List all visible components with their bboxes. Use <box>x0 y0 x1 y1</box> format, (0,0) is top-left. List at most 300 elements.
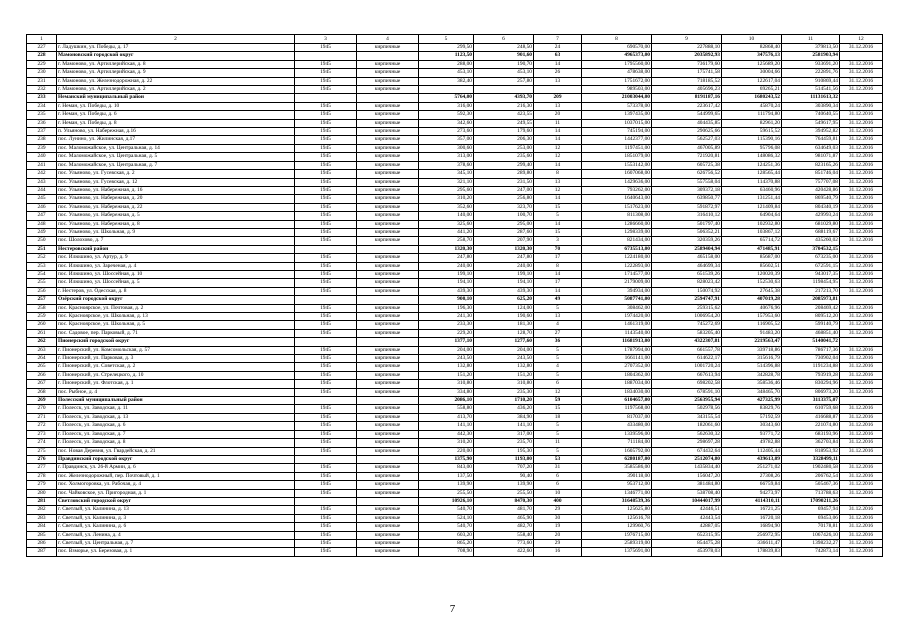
table-cell: 1710,20 <box>474 397 534 405</box>
table-cell: г. Нестеров, ул. Одесская, д. 8 <box>57 287 295 295</box>
table-cell: 1945 <box>295 254 357 262</box>
table-cell: 282 <box>27 506 57 514</box>
table-cell: г. Светлый, ул. Калинина, д. 6 <box>57 523 295 531</box>
table-row <box>27 380 883 388</box>
table-cell: 524,10 <box>419 514 474 522</box>
table-cell: 610759,68 <box>782 405 840 413</box>
table-cell: 103867,12 <box>722 228 782 236</box>
table-cell: 1945 <box>295 153 357 161</box>
table-cell: 1945 <box>295 380 357 388</box>
table-cell: 20 <box>534 531 582 539</box>
table-cell: 20 <box>534 111 582 119</box>
table-row <box>27 481 883 489</box>
table-cell: 290625,66 <box>652 128 722 136</box>
table-row <box>27 321 883 329</box>
table-cell: пос. Чайковское, ул. Пригородная, д. 1 <box>57 489 295 497</box>
table-cell: кирпичные <box>357 355 419 363</box>
table-cell: 4393,70 <box>474 94 534 102</box>
table-cell: 227888,10 <box>652 44 722 52</box>
table-cell: 1123,50 <box>419 52 474 60</box>
table-cell: 31.12.2016 <box>840 430 883 438</box>
table-cell: кирпичные <box>357 212 419 220</box>
table-cell: 1945 <box>295 329 357 337</box>
table-cell: кирпичные <box>357 44 419 52</box>
table-row <box>27 422 883 430</box>
table-cell: 773,60 <box>474 539 534 547</box>
table-cell: 29 <box>534 539 582 547</box>
table-cell: 151,20 <box>419 371 474 379</box>
table-row <box>27 447 883 455</box>
table-cell: 413,70 <box>419 413 474 421</box>
table-cell: 31.12.2016 <box>840 212 883 220</box>
table-cell: кирпичные <box>357 388 419 396</box>
table-cell: 247 <box>27 212 57 220</box>
table-cell: 221074,80 <box>782 422 840 430</box>
table-cell: 31.12.2016 <box>840 254 883 262</box>
table-cell: 255,50 <box>474 489 534 497</box>
table-cell: 1945 <box>295 388 357 396</box>
table-cell: 115390,16 <box>722 136 782 144</box>
table-cell: 243,50 <box>419 355 474 363</box>
column-number: 10 <box>722 35 782 44</box>
header-row <box>27 35 883 44</box>
table-cell: 688119,67 <box>782 228 840 236</box>
table-cell: г. Светлый, ул. Ленина, д. 4 <box>57 531 295 539</box>
table-cell: 1346771,00 <box>582 489 652 497</box>
table-cell: 429993,24 <box>782 212 840 220</box>
table-cell: 31.12.2016 <box>840 506 883 514</box>
table-cell: 258 <box>27 304 57 312</box>
table-cell: 24 <box>534 44 582 52</box>
table-row <box>27 212 883 220</box>
table-cell: 124251,36 <box>722 161 782 169</box>
table-row <box>27 170 883 178</box>
table-cell: 15 <box>534 228 582 236</box>
table-cell: 8 <box>534 262 582 270</box>
table-cell: 3328499,11 <box>782 455 840 463</box>
table-cell: 1198454,95 <box>782 279 840 287</box>
table-cell: Светловский городской округ <box>57 497 295 505</box>
table-cell: 2589319,00 <box>582 539 652 547</box>
table-cell <box>295 296 357 304</box>
table-cell: пос. Маломожайское, ул. Центральная, д. 5 <box>57 153 295 161</box>
column-number: 1 <box>27 35 57 44</box>
table-cell: пос. Ульяново, ул. Гусевская, д. 12 <box>57 178 295 186</box>
table-cell <box>357 397 419 405</box>
table-cell: 435260,02 <box>782 237 840 245</box>
table-cell: 1945 <box>295 422 357 430</box>
table-cell: 157953,60 <box>722 313 782 321</box>
table-cell: 31.12.2016 <box>840 119 883 127</box>
table-cell: 256 <box>27 287 57 295</box>
column-number: 9 <box>652 35 722 44</box>
table-cell: 182061,60 <box>652 422 722 430</box>
table-cell: 234 <box>27 102 57 110</box>
table-cell: 243,50 <box>474 355 534 363</box>
table-cell: г. Пионерский, ул. Стрелецкого, д. 10 <box>57 371 295 379</box>
table-cell: 5764,00 <box>419 94 474 102</box>
table-cell: 284 <box>27 523 57 531</box>
table-cell: 605725,38 <box>652 161 722 169</box>
table-cell: 100,70 <box>474 212 534 220</box>
table-row <box>27 548 883 556</box>
table-cell: кирпичные <box>357 60 419 68</box>
table-cell: 423,55 <box>474 111 534 119</box>
data-table <box>26 34 883 557</box>
table-cell: 320359,26 <box>652 237 722 245</box>
table-cell <box>840 94 883 102</box>
table-cell: 42443,54 <box>652 514 722 522</box>
table-cell: 1945 <box>295 413 357 421</box>
table-cell: пос. Илюшино, ул. Артур, д. 9 <box>57 254 295 262</box>
table-cell: 132,80 <box>419 363 474 371</box>
table-cell: 439,30 <box>419 287 474 295</box>
table-cell: 1945 <box>295 161 357 169</box>
table-cell: г. Пионерский, ул. Комсомольская, д. 57 <box>57 346 295 354</box>
table-cell <box>295 52 357 60</box>
table-cell: 59 <box>534 397 582 405</box>
table-cell: 93771,72 <box>722 430 782 438</box>
table-cell: 15 <box>534 405 582 413</box>
table-cell: 13 <box>534 313 582 321</box>
table-cell: 681029,80 <box>782 220 840 228</box>
table-cell: 11 <box>534 119 582 127</box>
table-cell: г. Пионерский, ул. Советская, д. 2 <box>57 363 295 371</box>
table-cell: 1461319,00 <box>582 321 652 329</box>
column-number: 6 <box>474 35 534 44</box>
table-cell: 253 <box>27 262 57 270</box>
table-cell: 116905,52 <box>722 321 782 329</box>
table-cell: 910869,44 <box>782 77 840 85</box>
table-cell: 1945 <box>295 77 357 85</box>
table-cell: 764459,81 <box>782 136 840 144</box>
table-cell: 15 <box>534 203 582 211</box>
table-cell: 49782,88 <box>722 439 782 447</box>
table-cell: 57192,59 <box>722 413 782 421</box>
table-row <box>27 195 883 203</box>
table-cell: 31.12.2016 <box>840 531 883 539</box>
table-cell: 240 <box>27 153 57 161</box>
table-row <box>27 287 883 295</box>
table-cell: кирпичные <box>357 186 419 194</box>
table-cell: 31.12.2016 <box>840 270 883 278</box>
table-cell: кирпичные <box>357 514 419 522</box>
table-cell: 243 <box>27 178 57 186</box>
table-cell: 16 <box>534 548 582 556</box>
table-cell: 233,30 <box>419 321 474 329</box>
table-cell: 1945 <box>295 69 357 77</box>
table-cell: 31.12.2016 <box>840 77 883 85</box>
table-cell: 31.12.2016 <box>840 170 883 178</box>
table-cell <box>840 338 883 346</box>
table-cell: 85602,51 <box>722 262 782 270</box>
table-row <box>27 136 883 144</box>
table-cell: 467005,89 <box>652 144 722 152</box>
table-cell: 453,10 <box>419 69 474 77</box>
column-number: 8 <box>582 35 652 44</box>
table-cell: 1037015,00 <box>582 119 652 127</box>
table-cell: 1945 <box>295 346 357 354</box>
table-cell: 4965373,00 <box>582 52 652 60</box>
table-cell: 114370,88 <box>722 178 782 186</box>
table-cell: 209 <box>534 94 582 102</box>
table-cell: г. Мамоново, ул. Артиллерийская, д. 2 <box>57 86 295 94</box>
table-cell: 2219563,47 <box>722 338 782 346</box>
table-cell: 124,00 <box>474 304 534 312</box>
table-row <box>27 405 883 413</box>
table-cell: 1398232,27 <box>782 539 840 547</box>
table-cell: 247,00 <box>474 186 534 194</box>
table-cell: 65714,72 <box>722 237 782 245</box>
table-cell: 3704532,15 <box>782 245 840 253</box>
table-cell: кирпичные <box>357 346 419 354</box>
table-row <box>27 413 883 421</box>
table-cell: 31.12.2016 <box>840 203 883 211</box>
table-cell: г. Неман, ул. Победы, д. 6 <box>57 111 295 119</box>
table-cell: 194,10 <box>419 279 474 287</box>
table-cell: 199,10 <box>474 270 534 278</box>
table-cell: 1945 <box>295 212 357 220</box>
table-cell: пос. Ульяново, ул. Набережная, д. 22 <box>57 203 295 211</box>
table-cell: 8470,30 <box>474 497 534 505</box>
table-cell: кирпичные <box>357 195 419 203</box>
table-cell: пос. Взморье, ул. Березовая, д. 1 <box>57 548 295 556</box>
table-cell: кирпичные <box>357 161 419 169</box>
table-cell: 362703,84 <box>782 439 840 447</box>
table-row <box>27 102 883 110</box>
table-row <box>27 111 883 119</box>
table-cell: 342,60 <box>419 119 474 127</box>
table-cell: 295,60 <box>419 186 474 194</box>
table-cell: 220,00 <box>419 447 474 455</box>
table-cell: 2035892,93 <box>652 52 722 60</box>
table-cell: 287 <box>27 548 57 556</box>
table-cell: 40676,96 <box>722 304 782 312</box>
table-cell: 804340,19 <box>782 203 840 211</box>
table-cell: 63460,96 <box>722 186 782 194</box>
table-cell: 514396,88 <box>722 363 782 371</box>
table-cell: 152530,63 <box>722 279 782 287</box>
table-cell: кирпичные <box>357 539 419 547</box>
table-cell: 1945 <box>295 60 357 68</box>
table-cell: 6735513,00 <box>582 245 652 253</box>
table-cell: 262 <box>27 338 57 346</box>
table-cell: 13 <box>534 178 582 186</box>
table-cell: 1834030,00 <box>582 388 652 396</box>
table-cell: 36 <box>534 338 582 346</box>
table-cell: 1442377,00 <box>582 136 652 144</box>
table-cell: 865,20 <box>419 539 474 547</box>
table-cell: г. Неман, ул. Победы, д. 8 <box>57 119 295 127</box>
table-cell: 295,00 <box>474 220 534 228</box>
table-cell <box>357 94 419 102</box>
table-cell: 441,20 <box>419 228 474 236</box>
table-cell: 256972,95 <box>722 531 782 539</box>
table-cell: 121409,84 <box>722 203 782 211</box>
table-cell: 31.12.2016 <box>840 279 883 287</box>
table-cell: 14 <box>534 60 582 68</box>
table-cell: 272 <box>27 422 57 430</box>
column-number: 4 <box>357 35 419 44</box>
table-cell: 540,70 <box>419 506 474 514</box>
table-cell: 817037,00 <box>582 413 652 421</box>
table-cell: г. Полесск, ул. Заводская, д. 6 <box>57 422 295 430</box>
table-cell: 31.12.2016 <box>840 413 883 421</box>
table-cell: 1945 <box>295 279 357 287</box>
table-row <box>27 455 883 463</box>
table-cell: 66759,84 <box>722 481 782 489</box>
table-cell: 245 <box>27 195 57 203</box>
table-cell: 740640,55 <box>782 111 840 119</box>
table-cell: 1640643,00 <box>582 195 652 203</box>
table-cell: 281 <box>27 497 57 505</box>
table-cell: 82961,20 <box>722 119 782 127</box>
table-cell: 639850,77 <box>652 195 722 203</box>
table-cell: 195,30 <box>474 447 534 455</box>
column-number: 3 <box>295 35 357 44</box>
table-cell: 11681913,00 <box>582 338 652 346</box>
table-row <box>27 119 883 127</box>
table-cell: 400 <box>534 497 582 505</box>
table-cell: Правдинский городской округ <box>57 455 295 463</box>
table-cell: 1945 <box>295 178 357 186</box>
table-cell: 334,80 <box>419 388 474 396</box>
table-cell: пос. Красноярское, ул. Школьная, д. 5 <box>57 321 295 329</box>
table-cell: 12 <box>534 144 582 152</box>
table-cell: 94273,97 <box>722 489 782 497</box>
table-cell: 481,70 <box>474 506 534 514</box>
table-cell: 478638,00 <box>582 69 652 77</box>
table-cell: 1661141,00 <box>582 355 652 363</box>
table-cell: г. Пионерский, ул. Флотская, д. 1 <box>57 380 295 388</box>
table-cell: 14 <box>534 136 582 144</box>
table-cell: 384,90 <box>474 413 534 421</box>
table-cell: 471485,91 <box>722 245 782 253</box>
table-cell: 264 <box>27 355 57 363</box>
table-cell: кирпичные <box>357 481 419 489</box>
table-cell: кирпичные <box>357 119 419 127</box>
table-cell: пос. Шолохово, д. 7 <box>57 237 295 245</box>
table-cell: 614622,17 <box>652 355 722 363</box>
table-cell: 283 <box>27 514 57 522</box>
table-row <box>27 245 883 253</box>
table-cell: 869540,79 <box>782 195 840 203</box>
table-cell: 196,30 <box>419 304 474 312</box>
table-cell: 1945 <box>295 170 357 178</box>
table-cell <box>295 94 357 102</box>
table-cell: 276 <box>27 455 57 463</box>
table-cell: 325,60 <box>419 220 474 228</box>
table-cell: 289,80 <box>474 170 534 178</box>
table-cell: 345,10 <box>419 170 474 178</box>
table-cell: 390118,00 <box>582 472 652 480</box>
table-cell: 1945 <box>295 111 357 119</box>
table-cell: 793262,00 <box>582 186 652 194</box>
table-cell: 1945 <box>295 304 357 312</box>
table-cell <box>295 245 357 253</box>
table-cell: кирпичные <box>357 69 419 77</box>
table-cell: 5 <box>534 304 582 312</box>
table-cell: 1945 <box>295 44 357 52</box>
table-row <box>27 178 883 186</box>
table-cell: 83829,76 <box>722 405 782 413</box>
table-cell: 625,20 <box>474 296 534 304</box>
table-row <box>27 531 883 539</box>
table-cell <box>357 497 419 505</box>
table-cell: 1435834,40 <box>652 464 722 472</box>
table-cell: 4114310,11 <box>722 497 782 505</box>
table-cell: 31.12.2016 <box>840 422 883 430</box>
table-cell: 482,70 <box>474 523 534 531</box>
table-cell: 5 <box>534 430 582 438</box>
table-cell: г. Полесск, ул. Заводская, д. 13 <box>57 413 295 421</box>
table-cell: 122617,04 <box>722 77 782 85</box>
table-cell: 707,20 <box>474 464 534 472</box>
table-cell: 1277,60 <box>474 338 534 346</box>
table-cell: 901,60 <box>474 52 534 60</box>
table-cell: 223617,42 <box>652 102 722 110</box>
table-cell: 222891,76 <box>782 69 840 77</box>
table-cell: 321,10 <box>419 178 474 186</box>
table-cell: 13 <box>534 102 582 110</box>
table-cell: 259315,62 <box>652 304 722 312</box>
table-row <box>27 523 883 531</box>
table-cell: кирпичные <box>357 86 419 94</box>
table-cell: 8191187,16 <box>652 94 722 102</box>
table-cell: 278 <box>27 472 57 480</box>
table-cell: 1945 <box>295 405 357 413</box>
table-cell: 1887034,00 <box>582 380 652 388</box>
table-cell: 315616,79 <box>722 355 782 363</box>
table-cell: 1945 <box>295 514 357 522</box>
table-cell: 45870,24 <box>722 102 782 110</box>
table-cell <box>840 397 883 405</box>
table-cell: 4 <box>534 321 582 329</box>
table-cell: пос. Илюшино, ул. Шоссейная, д. 5 <box>57 279 295 287</box>
table-cell: 69453,06 <box>782 514 840 522</box>
table-row <box>27 371 883 379</box>
table-cell: 250 <box>27 237 57 245</box>
table-row <box>27 439 883 447</box>
table-cell: 235,30 <box>474 388 534 396</box>
table-cell: 14 <box>534 287 582 295</box>
table-cell: 465158,00 <box>652 254 722 262</box>
table-cell: 31.12.2016 <box>840 371 883 379</box>
table-row <box>27 228 883 236</box>
table-cell: 502978,56 <box>652 405 722 413</box>
table-cell: 12 <box>534 153 582 161</box>
table-cell: 11131613,32 <box>782 94 840 102</box>
table-cell: 175741,58 <box>652 69 722 77</box>
table-cell: 1751672,00 <box>582 77 652 85</box>
table-cell: 558,40 <box>474 531 534 539</box>
table-cell: 241,30 <box>419 313 474 321</box>
table-cell: 1197568,00 <box>582 405 652 413</box>
table-cell: кирпичные <box>357 228 419 236</box>
table-cell: 310,20 <box>419 439 474 447</box>
table-cell: 1375,90 <box>419 455 474 463</box>
table-cell: 4 <box>534 363 582 371</box>
table-cell: 249 <box>27 228 57 236</box>
table-row <box>27 128 883 136</box>
table-cell: 2086,10 <box>419 397 474 405</box>
table-cell: 1945 <box>295 86 357 94</box>
table-cell: 271 <box>27 413 57 421</box>
table-cell: 247,80 <box>474 254 534 262</box>
table-cell: 235,60 <box>474 153 534 161</box>
table-cell: 69265,21 <box>722 86 782 94</box>
table-cell: Полесский муниципальный район <box>57 397 295 405</box>
